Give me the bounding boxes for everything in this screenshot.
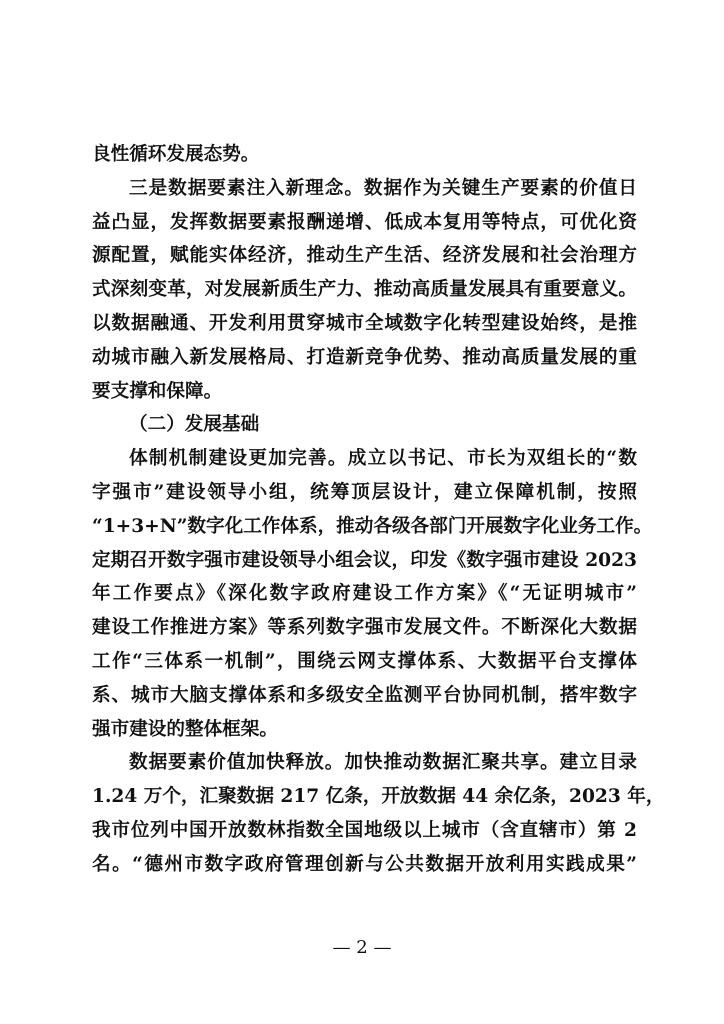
text-line: 要支撑和保障。 xyxy=(92,380,223,402)
text-line: 体制机制建设更加完善。成立以书记、市长为双组长的“数 xyxy=(129,448,637,470)
text-line: 源配置，赋能实体经济，推动生产生活、经济发展和社会治理方 xyxy=(92,245,637,267)
text-line: 益凸显，发挥数据要素报酬递增、低成本复用等特点，可优化资 xyxy=(92,211,637,233)
text-line: 式深刻变革，对发展新质生产力、推动高质量发展具有重要意义。 xyxy=(92,279,637,301)
text-line: 1.24 万个，汇聚数据 217 亿条，开放数据 44 余亿条，2023 年， xyxy=(92,786,665,808)
section-heading: （二）发展基础 xyxy=(129,414,260,436)
text-line: 以数据融通、开发利用贯穿城市全域数字化转型建设始终，是推 xyxy=(92,312,637,334)
text-line: 强市建设的整体框架。 xyxy=(92,718,278,740)
text-line: 三是数据要素注入新理念。数据作为关键生产要素的价值日 xyxy=(129,177,637,199)
text-line: 建设工作推进方案》等系列数字强市发展文件。不断深化大数据 xyxy=(92,617,637,639)
text-line: 动城市融入新发展格局、打造新竞争优势、推动高质量发展的重 xyxy=(92,346,637,368)
text-line: 系、城市大脑支撑体系和多级安全监测平台协同机制，搭牢数字 xyxy=(92,684,637,706)
text-line: “1+3+N”数字化工作体系，推动各级各部门开展数字化业务工作。 xyxy=(92,515,653,537)
body-text xyxy=(92,138,665,882)
text-line: 我市位列中国开放数林指数全国地级以上城市（含直辖市）第 2 xyxy=(92,819,637,841)
text-line: 工作“三体系一机制”，围绕云网支撑体系、大数据平台支撑体 xyxy=(92,650,637,672)
text-line: 良性循环发展态势。 xyxy=(92,144,260,165)
text-line: 名。“德州市数字政府管理创新与公共数据开放利用实践成果” xyxy=(92,853,637,875)
page-number: — 2 — xyxy=(332,937,392,958)
text-line: 年工作要点》《深化数字政府建设工作方案》《“无证明城市” xyxy=(92,583,637,605)
text-line: 字强市”建设领导小组，统筹顶层设计，建立保障机制，按照 xyxy=(92,481,637,503)
text-line: 定期召开数字强市建设领导小组会议，印发《数字强市建设 2023 xyxy=(92,549,637,571)
text-line: 数据要素价值加快释放。加快推动数据汇聚共享。建立目录 xyxy=(129,752,637,774)
